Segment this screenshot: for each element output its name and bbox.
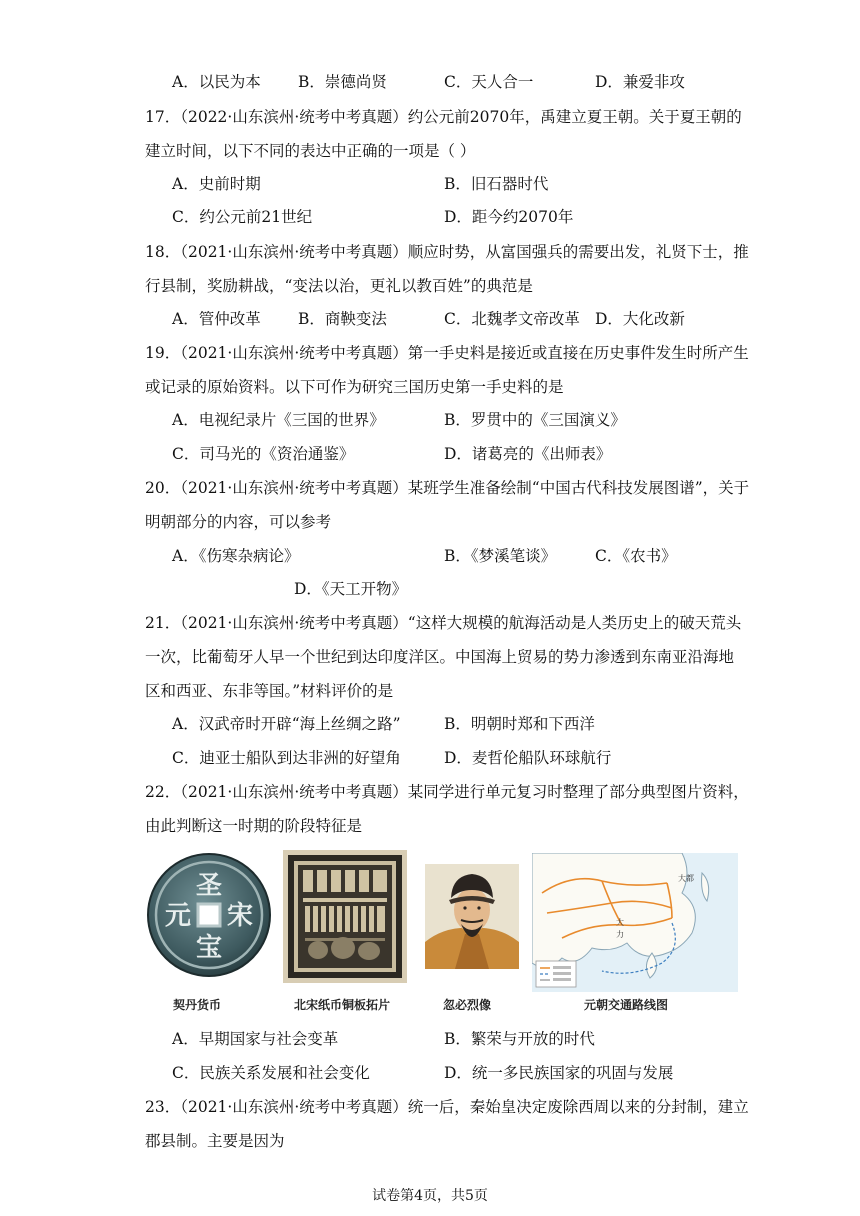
q21-stem-line1: 21．（2021·山东滨州·统考中考真题）“这样大规模的航海活动是人类历史上的破天荒头 bbox=[145, 614, 742, 632]
q22-stem-line1: 22．（2021·山东滨州·统考中考真题）某同学进行单元复习时整理了部分典型图片资料， bbox=[145, 783, 749, 801]
map-label-dadu: 大都 bbox=[678, 874, 694, 883]
q21-option-d: D．麦哲伦船队环球航行 bbox=[444, 749, 612, 767]
page-footer: 试卷第4页，共5页 bbox=[372, 1188, 488, 1204]
coin-char-bottom: 宝 bbox=[195, 933, 223, 963]
q20-option-a: A．《伤寒杂病论》 bbox=[172, 547, 300, 565]
q20-stem-line2: 明朝部分的内容，可以参考 bbox=[145, 513, 332, 531]
caption-kublai-khan: 忽必烈像 bbox=[443, 998, 492, 1012]
coin-char-top: 圣 bbox=[195, 871, 223, 901]
q18-stem-line1: 18．（2021·山东滨州·统考中考真题）顺应时势，从富国强兵的需要出发，礼贤下士，推 bbox=[145, 243, 749, 261]
q22-option-d: D．统一多民族国家的巩固与发展 bbox=[444, 1064, 674, 1082]
q17-stem-line2: 建立时间，以下不同的表达中正确的一项是（ ） bbox=[145, 142, 476, 160]
q21-option-c: C．迪亚士船队到达非洲的好望角 bbox=[172, 749, 401, 767]
caption-yuan-transport-map: 元朝交通路线图 bbox=[584, 998, 669, 1012]
q18-option-c: C．北魏孝文帝改革 bbox=[444, 310, 580, 328]
q17-option-b: B．旧石器时代 bbox=[444, 175, 549, 193]
caption-song-paper-money: 北宋纸币铜板拓片 bbox=[294, 998, 391, 1012]
q19-option-b: B．罗贯中的《三国演义》 bbox=[444, 411, 626, 429]
coin-char-right: 宋 bbox=[226, 901, 254, 931]
yuan-transport-map-image bbox=[532, 853, 738, 992]
q20-option-c: C．《农书》 bbox=[595, 547, 677, 565]
q22-option-c: C．民族关系发展和社会变化 bbox=[172, 1064, 370, 1082]
q18-stem-line2: 行县制，奖励耕战，“变法以治，更礼以教百姓”的典范是 bbox=[145, 277, 533, 295]
caption-khitan-coin: 契丹货币 bbox=[173, 998, 222, 1012]
q19-option-c: C．司马光的《资治通鉴》 bbox=[172, 445, 355, 463]
q21-stem-line3: 区和西亚、东非等国。”材料评价的是 bbox=[145, 682, 394, 700]
khitan-coin-image bbox=[146, 852, 272, 978]
q17-stem-line1: 17．（2022·山东滨州·统考中考真题）约公元前2070年，禹建立夏王朝。关于夏王朝的 bbox=[145, 108, 742, 126]
q21-stem-line2: 一次，比葡萄牙人早一个世纪到达印度洋区。中国海上贸易的势力渗透到东南亚沿海地 bbox=[145, 648, 735, 666]
q17-option-d: D．距今约2070年 bbox=[444, 208, 574, 226]
q18-option-a: A．管仲改革 bbox=[172, 310, 261, 328]
q20-option-b: B．《梦溪笔谈》 bbox=[444, 547, 557, 565]
kublai-khan-portrait-image bbox=[425, 864, 519, 969]
q22-option-b: B．繁荣与开放的时代 bbox=[444, 1030, 595, 1048]
q19-stem-line1: 19．（2021·山东滨州·统考中考真题）第一手史料是接近或直接在历史事件发生时所产生 bbox=[145, 344, 749, 362]
q20-option-d: D．《天工开物》 bbox=[294, 580, 408, 598]
q16-option-d: D．兼爱非攻 bbox=[595, 73, 685, 91]
q16-option-c: C．天人合一 bbox=[444, 73, 534, 91]
q16-option-a: A．以民为本 bbox=[172, 73, 261, 91]
q21-option-a: A．汉武帝时开辟“海上丝绸之路” bbox=[172, 715, 401, 733]
q22-option-a: A．早期国家与社会变革 bbox=[172, 1030, 339, 1048]
map-label-li: 力 bbox=[616, 930, 624, 939]
q18-option-b: B．商鞅变法 bbox=[298, 310, 387, 328]
q23-stem-line1: 23．（2021·山东滨州·统考中考真题）统一后，秦始皇决定废除西周以来的分封制，建立 bbox=[145, 1098, 749, 1116]
song-paper-money-image bbox=[283, 850, 407, 983]
q21-option-b: B．明朝时郑和下西洋 bbox=[444, 715, 595, 733]
q22-stem-line2: 由此判断这一时期的阶段特征是 bbox=[145, 817, 363, 835]
q17-option-c: C．约公元前21世纪 bbox=[172, 208, 313, 226]
q16-option-b: B．崇德尚贤 bbox=[298, 73, 387, 91]
q19-stem-line2: 或记录的原始资料。以下可作为研究三国历史第一手史料的是 bbox=[145, 378, 564, 396]
q19-option-d: D．诸葛亮的《出师表》 bbox=[444, 445, 612, 463]
coin-char-left: 元 bbox=[164, 901, 192, 931]
map-label-da: 大 bbox=[616, 918, 624, 927]
q19-option-a: A．电视纪录片《三国的世界》 bbox=[172, 411, 385, 429]
q18-option-d: D．大化改新 bbox=[595, 310, 685, 328]
q23-stem-line2: 郡县制。主要是因为 bbox=[145, 1132, 285, 1150]
q17-option-a: A．史前时期 bbox=[172, 175, 261, 193]
q20-stem-line1: 20．（2021·山东滨州·统考中考真题）某班学生准备绘制“中国古代科技发展图谱”，关于 bbox=[145, 479, 750, 497]
